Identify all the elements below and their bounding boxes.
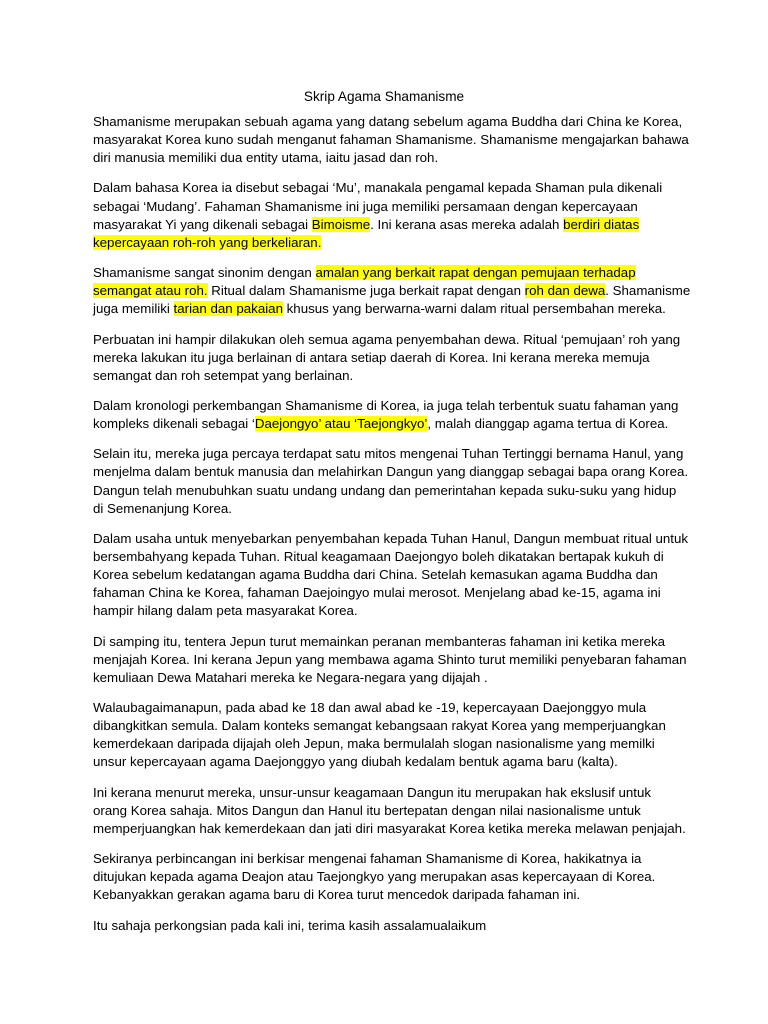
- text-line: [93, 113, 683, 131]
- text-segment: . Shamanisme: [605, 283, 691, 299]
- text-segment: Itu sahaja perkongsian pada kali ini, terima kasih assalamualaikum: [93, 917, 487, 933]
- text-segment: Ritual dalam Shamanisme juga berkait rapat dengan: [207, 283, 525, 299]
- paragraph: [93, 699, 683, 771]
- highlighted-text: Daejongyo’ atau ‘Taejongkyo’: [254, 416, 428, 432]
- text-line: [93, 917, 683, 935]
- paragraph: [93, 850, 683, 904]
- text-line: [93, 784, 683, 802]
- text-line: [93, 868, 683, 886]
- text-line: [93, 234, 683, 252]
- text-line: [93, 149, 683, 167]
- text-segment: unsur kepercayaan agama Daejonggyo yang diubah kedalam bentuk agama baru (kalta).: [93, 754, 618, 770]
- text-line: [93, 216, 683, 234]
- text-segment: mereka lakukan itu juga berlainan di antara setiap daerah di Korea. Ini kerana mereka memuja: [93, 349, 650, 365]
- text-segment: orang Korea sahaja. Mitos Dangun dan Hanul itu bertepatan dengan nilai nasionalisme untuk: [93, 802, 641, 818]
- paragraph: [93, 113, 689, 167]
- text-segment: Shamanisme sangat sinonim dengan: [93, 265, 316, 281]
- document-title: Skrip Agama Shamanisme: [303, 89, 465, 104]
- paragraph: [93, 397, 683, 433]
- text-line: [93, 131, 689, 149]
- text-line: [93, 482, 683, 500]
- text-segment: sebagai ‘Mudang’. Fahaman Shamanisme ini juga memiliki persamaan dengan kepercayaan: [93, 198, 638, 214]
- paragraph: [93, 179, 683, 251]
- text-line: [93, 651, 687, 669]
- text-line: [93, 717, 683, 735]
- text-segment: , malah dianggap agama tertua di Korea.: [427, 416, 669, 432]
- text-segment: di Semenanjung Korea.: [93, 500, 232, 516]
- text-line: [93, 820, 686, 838]
- text-line: [93, 282, 691, 300]
- text-segment: bersembahyang kepada Tuhan. Ritual keagamaan Daejongyo boleh dikatakan bertapak kukuh di: [93, 549, 664, 564]
- text-segment: kompleks dikenali sebagai ‘: [93, 416, 255, 432]
- text-segment: Walaubagaimanapun, pada abad ke 18 dan awal abad ke -19, kepercayaan Daejonggyo mula: [93, 700, 647, 716]
- text-segment: hampir hilang dalam peta masyarakat Korea.: [93, 603, 358, 619]
- text-line: [93, 463, 689, 481]
- text-segment: juga memiliki: [93, 301, 174, 317]
- text-segment: Dalam kronologi perkembangan Shamanisme di Korea, ia juga telah terbentuk suatu fahaman yang: [93, 397, 679, 413]
- text-segment: menjelma dalam bentuk manusia dan melahirkan Dangun yang dianggap sebagai bapa orang Korea.: [93, 464, 689, 480]
- text-segment: fahaman China ke Korea, fahaman Daejoingyo mulai merosot. Menjelang abad ke-15, agama ini: [93, 585, 661, 601]
- highlighted-text: berdiri diatas: [563, 216, 640, 232]
- text-segment: . Ini kerana asas mereka adalah: [370, 216, 564, 232]
- text-line: [93, 886, 683, 904]
- text-line: [93, 349, 683, 367]
- highlighted-text: Bimoisme: [311, 216, 371, 232]
- text-line: [93, 530, 689, 548]
- paragraph: [93, 264, 691, 318]
- highlighted-text: semangat atau roh.: [93, 283, 208, 299]
- text-line: [93, 415, 683, 433]
- text-segment: Selain itu, mereka juga percaya terdapat satu mitos mengenai Tuhan Tertinggi bernama Hanul, yang: [93, 446, 684, 462]
- text-line: [93, 331, 683, 349]
- text-segment: memperjuangkan hak kemerdekaan dan jati diri masyarakat Korea ketika mereka melawan penjajah.: [93, 820, 686, 836]
- text-line: [93, 735, 683, 753]
- text-segment: Dalam bahasa Korea ia disebut sebagai ‘Mu’, manakala pengamal kepada Shaman pula dikenali: [93, 180, 663, 196]
- text-segment: Ini kerana menurut mereka, unsur-unsur keagamaan Dangun itu merupakan hak ekslusif untuk: [93, 784, 652, 800]
- paragraph: [93, 331, 683, 385]
- text-line: [93, 264, 683, 282]
- text-line: [93, 367, 683, 385]
- text-line: [93, 802, 683, 820]
- text-segment: masyarakat Yi yang dikenali sebagai: [93, 216, 312, 232]
- document-body: [93, 113, 691, 947]
- highlighted-text: roh dan dewa: [524, 283, 606, 299]
- text-segment: menjajah Korea. Ini kerana Jepun yang membawa agama Shinto turut memiliki penyebaran fahaman: [93, 651, 687, 667]
- text-line: [93, 602, 683, 620]
- text-line: [93, 179, 683, 197]
- text-line: [93, 500, 683, 518]
- text-segment: khusus yang berwarna-warni dalam ritual persembahan mereka.: [282, 301, 666, 317]
- text-segment: Dangun telah menubuhkan suatu undang undang dan pemerintahan kepada suku-suku yang hidup: [93, 482, 677, 498]
- text-line: [93, 445, 683, 463]
- paragraph: [93, 445, 689, 517]
- text-segment: diri manusia memiliki dua entity utama, iaitu jasad dan roh.: [93, 150, 439, 166]
- text-line: [93, 753, 683, 771]
- text-segment: Perbuatan ini hampir dilakukan oleh semua agama penyembahan dewa. Ritual ‘pemujaan’ roh yang: [93, 331, 681, 347]
- text-line: [93, 300, 683, 318]
- text-line: [93, 699, 683, 717]
- text-segment: kemuliaan Dewa Matahari mereka ke Negara-negara yang dijajah .: [93, 669, 488, 685]
- text-line: [93, 669, 683, 687]
- text-segment: kemerdekaan daripada dijajah oleh Jepun, maka bermulalah slogan nasionalisme yang memilki: [93, 736, 655, 752]
- text-segment: semangat dan roh setempat yang berlainan.: [93, 367, 354, 383]
- text-segment: Di samping itu, tentera Jepun turut memainkan peranan membanteras fahaman ini ketika mereka: [93, 633, 666, 649]
- text-segment: ditujukan kepada agama Deajon atau Taejongkyo yang merupakan asas kepercayaan di Korea.: [93, 869, 656, 885]
- paragraph: [93, 784, 686, 838]
- text-segment: dibangkitkan semula. Dalam konteks semangat kebangsaan rakyat Korea yang memperjuangkan: [93, 718, 666, 734]
- paragraph: [93, 917, 683, 935]
- text-segment: masyarakat Korea kuno sudah menganut fahaman Shamanisme. Shamanisme mengajarkan bahawa: [93, 132, 689, 148]
- highlighted-text: amalan yang berkait rapat dengan pemujaan terhadap: [315, 265, 636, 281]
- text-line: [93, 198, 683, 216]
- text-segment: Kebanyakkan gerakan agama baru di Korea turut mencedok daripada fahaman ini.: [93, 887, 581, 903]
- text-line: [93, 397, 683, 415]
- text-line: [93, 633, 683, 651]
- paragraph: [93, 633, 687, 687]
- text-segment: Sekiranya perbincangan ini berkisar mengenai fahaman Shamanisme di Korea, hakikatnya ia: [93, 851, 642, 867]
- text-line: [93, 850, 683, 868]
- highlighted-text: tarian dan pakaian: [173, 301, 283, 317]
- text-line: [93, 566, 683, 584]
- text-line: [93, 548, 683, 566]
- text-segment: Korea sebelum kedatangan agama Buddha dari China. Setelah kemasukan agama Buddha dan: [93, 567, 658, 583]
- text-segment: Shamanisme merupakan sebuah agama yang datang sebelum agama Buddha dari China ke Korea,: [93, 114, 683, 129]
- paragraph: [93, 530, 689, 620]
- text-line: [93, 584, 683, 602]
- text-segment: Dalam usaha untuk menyebarkan penyembahan kepada Tuhan Hanul, Dangun membuat ritual untuk: [93, 530, 689, 546]
- highlighted-text: kepercayaan roh-roh yang berkeliaran.: [93, 234, 322, 250]
